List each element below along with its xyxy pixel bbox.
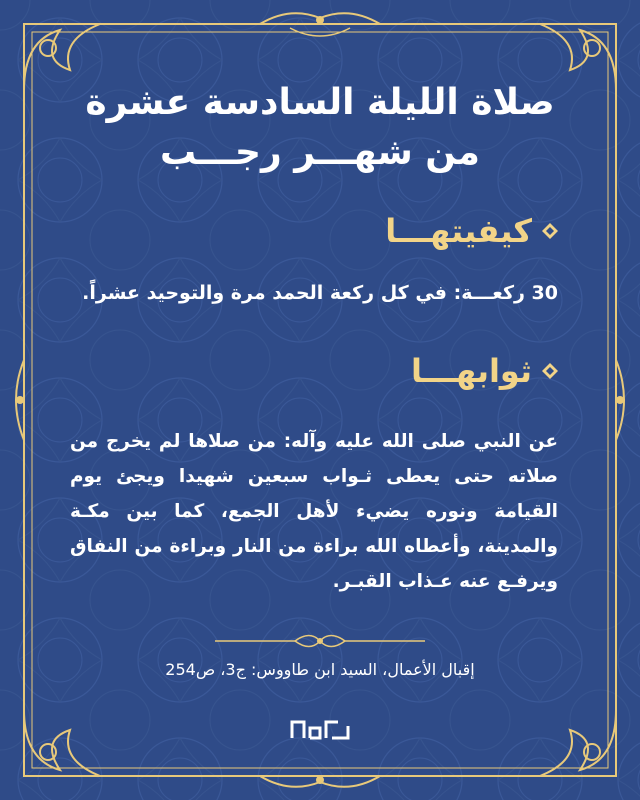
gold-diamond-icon — [542, 363, 558, 379]
method-text: 30 ركعـــة: في كل ركعة الحمد مرة والتوحيد عشراً. — [82, 282, 558, 304]
section-heading-method — [385, 212, 558, 250]
page-title — [40, 78, 600, 178]
section-heading-label: ثوابهـــا — [410, 352, 532, 390]
title-line-1: صلاة الليلة السادسة عشرة — [85, 82, 555, 123]
brand-logo-icon — [288, 716, 352, 742]
section-heading-label: كيفيتهـــا — [385, 212, 532, 250]
reward-text: عن النبي صلى الله عليه وآله: من صلاها لم يخرج من صلاته حتى يعطى ثـواب سبعين شهيدا ويجئ يوم القيامة ونوره يضيء لأهل الجمع، كما بين مكـة والمدينة، وأعطاه الله براءة من النار وبراءة من النفاق ويرفـع عنه عـذاب القبـر. — [70, 431, 558, 592]
divider-ornament — [215, 630, 425, 652]
title-line-2: من شهـــر رجـــب — [160, 132, 480, 173]
source-citation: إقبال الأعمال، السيد ابن طاووس: ج3، ص254 — [165, 660, 475, 679]
section-heading-reward — [411, 352, 558, 390]
gold-diamond-icon — [542, 223, 558, 239]
